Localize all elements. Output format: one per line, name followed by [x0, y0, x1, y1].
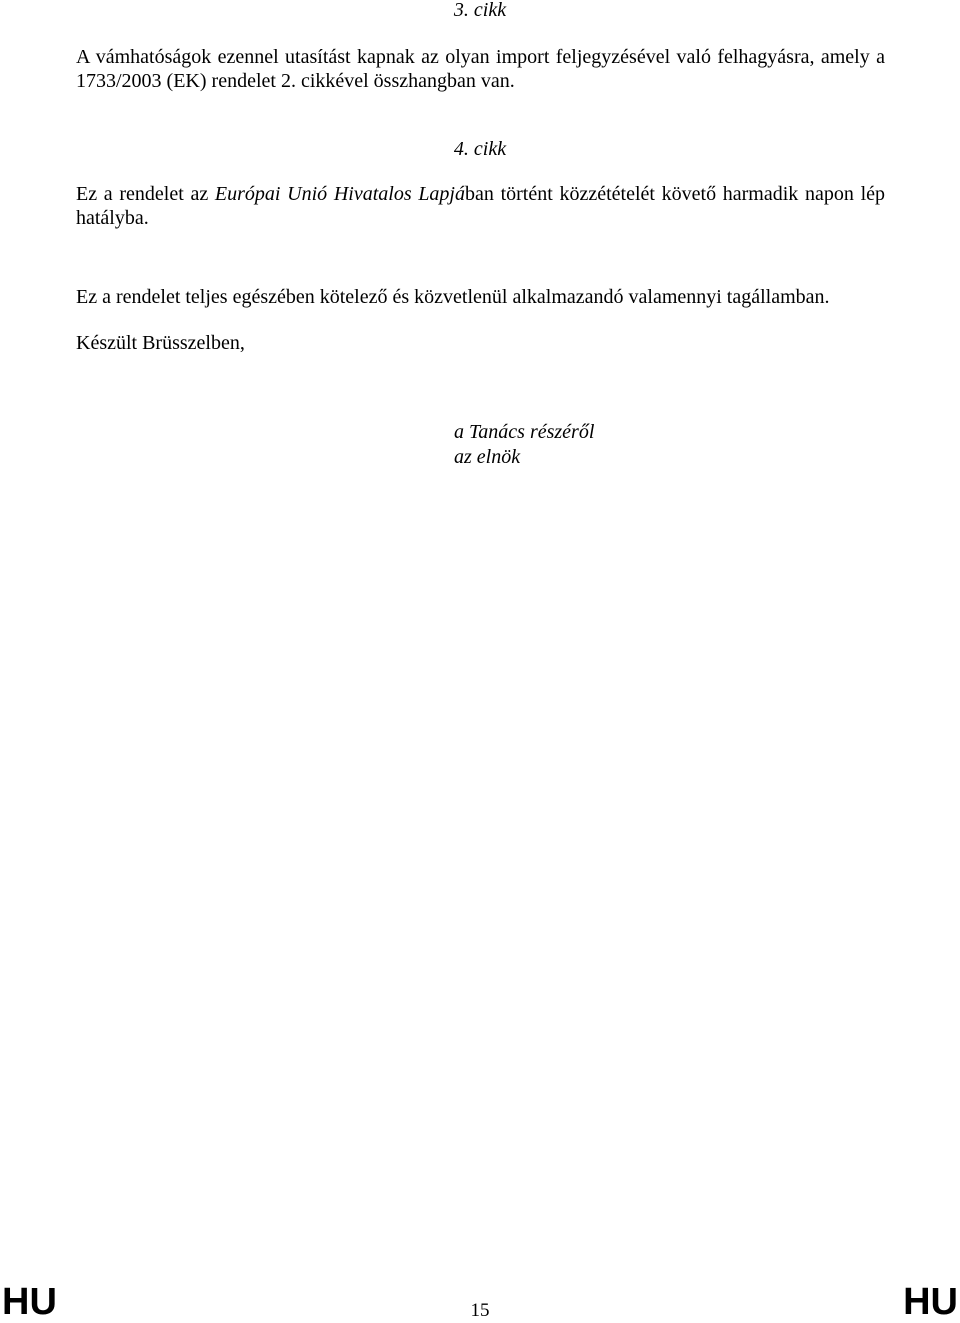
article-4-text-after: ban történt közzétételét követő harmadik napon lép hatályba. [76, 183, 885, 229]
page-number: 15 [470, 1300, 490, 1321]
journal-name: Európai Unió Hivatalos Lapjá [214, 183, 465, 205]
article-4-heading: 4. cikk [453, 138, 507, 160]
article-4-text [76, 182, 885, 230]
article-3-heading: 3. cikk [453, 0, 507, 21]
article-4-text-before: Ez a rendelet az [76, 183, 215, 205]
article-3-text: A vámhatóságok ezennel utasítást kapnak az olyan import feljegyzésével való felhagyásra, amely a 1733/2003 (EK) rendelet 2. cikkével összhangban van. [76, 46, 885, 92]
place-of-signing: Készült Brüsszelben, [76, 332, 245, 354]
language-code-left: HU [2, 1281, 57, 1323]
binding-statement: Ez a rendelet teljes egészében kötelező és közvetlenül alkalmazandó valamennyi tagállamban. [76, 286, 830, 308]
signature-line-2: az elnök [454, 446, 521, 468]
signature-line-1: a Tanács részéről [454, 421, 595, 443]
language-code-right: HU [903, 1281, 958, 1323]
